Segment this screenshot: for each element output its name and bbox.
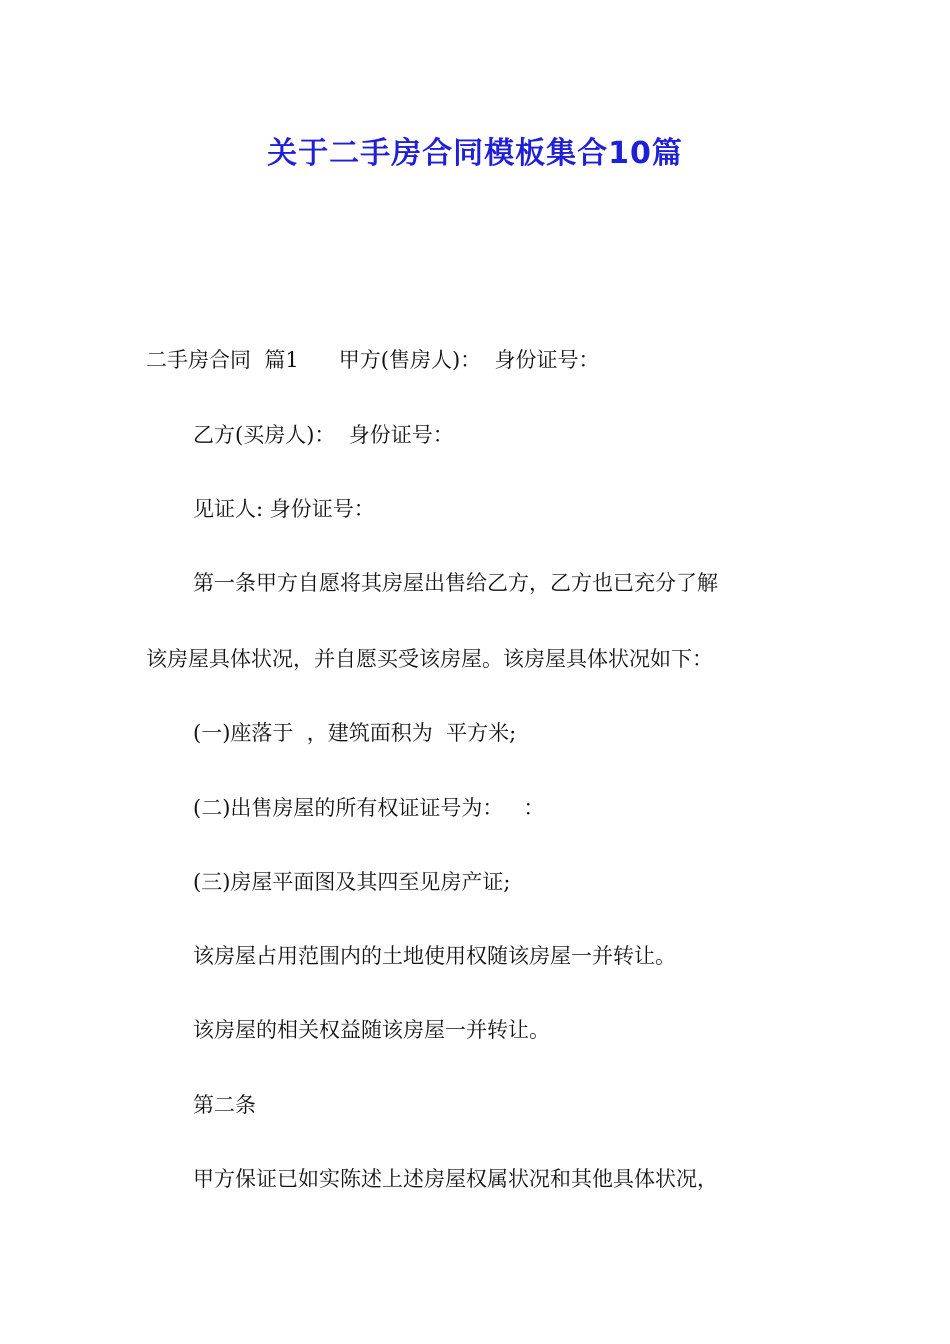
paragraph-1: 二手房合同 篇1 甲方(售房人)： 身份证号： [146,348,600,372]
paragraph-6: (一)座落于 ，建筑面积为 平方米; [193,721,517,745]
paragraph-12: 甲方保证已如实陈述上述房屋权属状况和其他具体状况， [193,1167,718,1191]
paragraph-2: 乙方(买房人)： 身份证号： [193,423,454,447]
paragraph-4: 第一条甲方自愿将其房屋出售给乙方，乙方也已充分了解 [193,571,718,595]
paragraph-8: (三)房屋平面图及其四至见房产证; [193,870,511,894]
paragraph-3: 见证人: 身份证号： [193,497,375,521]
document-title: 关于二手房合同模板集合10篇 [267,136,683,171]
paragraph-10: 该房屋的相关权益随该房屋一并转让。 [193,1018,550,1042]
paragraph-7: (二)出售房屋的所有权证证号为： ： [193,796,545,820]
paragraph-9: 该房屋占用范围内的土地使用权随该房屋一并转让。 [193,944,676,968]
paragraph-11: 第二条 [193,1093,256,1117]
paragraph-5: 该房屋具体状况，并自愿买受该房屋。该房屋具体状况如下： [146,647,713,671]
